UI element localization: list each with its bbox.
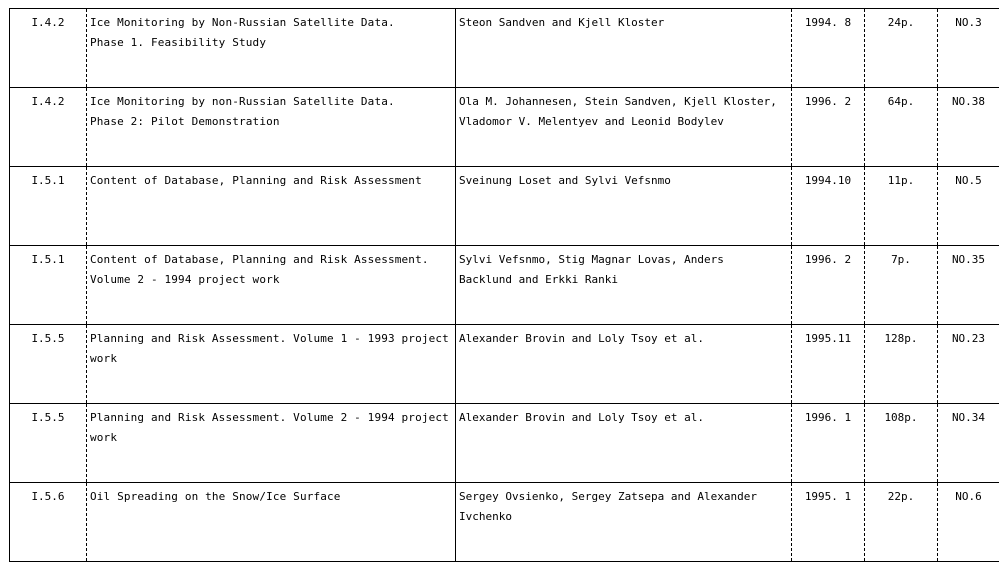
title-line: Phase 2: Pilot Demonstration (90, 115, 280, 128)
title-line: Volume 2 - 1994 project work (90, 273, 280, 286)
table-row (10, 9, 999, 88)
publication-date: 1996. 1 (792, 404, 865, 483)
table-row (10, 246, 999, 325)
table-row (10, 404, 999, 483)
report-authors (456, 325, 792, 404)
report-table (9, 8, 999, 562)
title-line: Content of Database, Planning and Risk Assessment (90, 174, 422, 187)
report-title (87, 483, 456, 562)
publication-date: 1994. 8 (792, 9, 865, 88)
page-count: 128p. (865, 325, 938, 404)
authors-line: Alexander Brovin and Loly Tsoy et al. (459, 332, 705, 345)
page-count: 108p. (865, 404, 938, 483)
page-count: 64p. (865, 88, 938, 167)
report-number: NO.5 (938, 167, 999, 246)
table-row (10, 88, 999, 167)
authors-line: Ivchenko (459, 510, 512, 523)
authors-line: Sergey Ovsienko, Sergey Zatsepa and Alexander (459, 490, 758, 503)
authors-line: Backlund and Erkki Ranki (459, 273, 618, 286)
table-row (10, 167, 999, 246)
report-authors (456, 167, 792, 246)
project-code: I.5.5 (10, 325, 87, 404)
title-line: Phase 1. Feasibility Study (90, 36, 267, 49)
report-number: NO.34 (938, 404, 999, 483)
title-line: Planning and Risk Assessment. Volume 2 - 1994 project (90, 411, 449, 424)
report-authors (456, 404, 792, 483)
report-title (87, 246, 456, 325)
title-line: Ice Monitoring by non-Russian Satellite Data. (90, 95, 395, 108)
report-number: NO.6 (938, 483, 999, 562)
report-authors (456, 246, 792, 325)
table-row (10, 483, 999, 562)
publication-date: 1995.11 (792, 325, 865, 404)
report-number: NO.23 (938, 325, 999, 404)
project-code: I.5.5 (10, 404, 87, 483)
page-count: 11p. (865, 167, 938, 246)
page-count: 24p. (865, 9, 938, 88)
authors-line: Sveinung Loset and Sylvi Vefsnmo (459, 174, 671, 187)
authors-line: Steon Sandven and Kjell Kloster (459, 16, 665, 29)
report-title (87, 325, 456, 404)
project-code: I.4.2 (10, 88, 87, 167)
authors-line: Ola M. Johannesen, Stein Sandven, Kjell Kloster, (459, 95, 777, 108)
project-code: I.5.6 (10, 483, 87, 562)
report-authors (456, 483, 792, 562)
title-line: work (90, 352, 118, 365)
publication-date: 1994.10 (792, 167, 865, 246)
report-number: NO.3 (938, 9, 999, 88)
title-line: Content of Database, Planning and Risk Assessment. (90, 253, 429, 266)
publication-date: 1996. 2 (792, 88, 865, 167)
page-count: 22p. (865, 483, 938, 562)
report-authors (456, 9, 792, 88)
report-title (87, 167, 456, 246)
publication-date: 1996. 2 (792, 246, 865, 325)
publication-date: 1995. 1 (792, 483, 865, 562)
project-code: I.5.1 (10, 167, 87, 246)
report-title (87, 88, 456, 167)
report-title (87, 9, 456, 88)
project-code: I.4.2 (10, 9, 87, 88)
authors-line: Alexander Brovin and Loly Tsoy et al. (459, 411, 705, 424)
report-title (87, 404, 456, 483)
report-number: NO.38 (938, 88, 999, 167)
authors-line: Sylvi Vefsnmo, Stig Magnar Lovas, Anders (459, 253, 724, 266)
project-code: I.5.1 (10, 246, 87, 325)
title-line: Planning and Risk Assessment. Volume 1 - 1993 project (90, 332, 449, 345)
report-number: NO.35 (938, 246, 999, 325)
title-line: Oil Spreading on the Snow/Ice Surface (90, 490, 341, 503)
page-count: 7p. (865, 246, 938, 325)
authors-line: Vladomor V. Melentyev and Leonid Bodylev (459, 115, 724, 128)
report-authors (456, 88, 792, 167)
title-line: Ice Monitoring by Non-Russian Satellite Data. (90, 16, 395, 29)
table-row (10, 325, 999, 404)
title-line: work (90, 431, 118, 444)
